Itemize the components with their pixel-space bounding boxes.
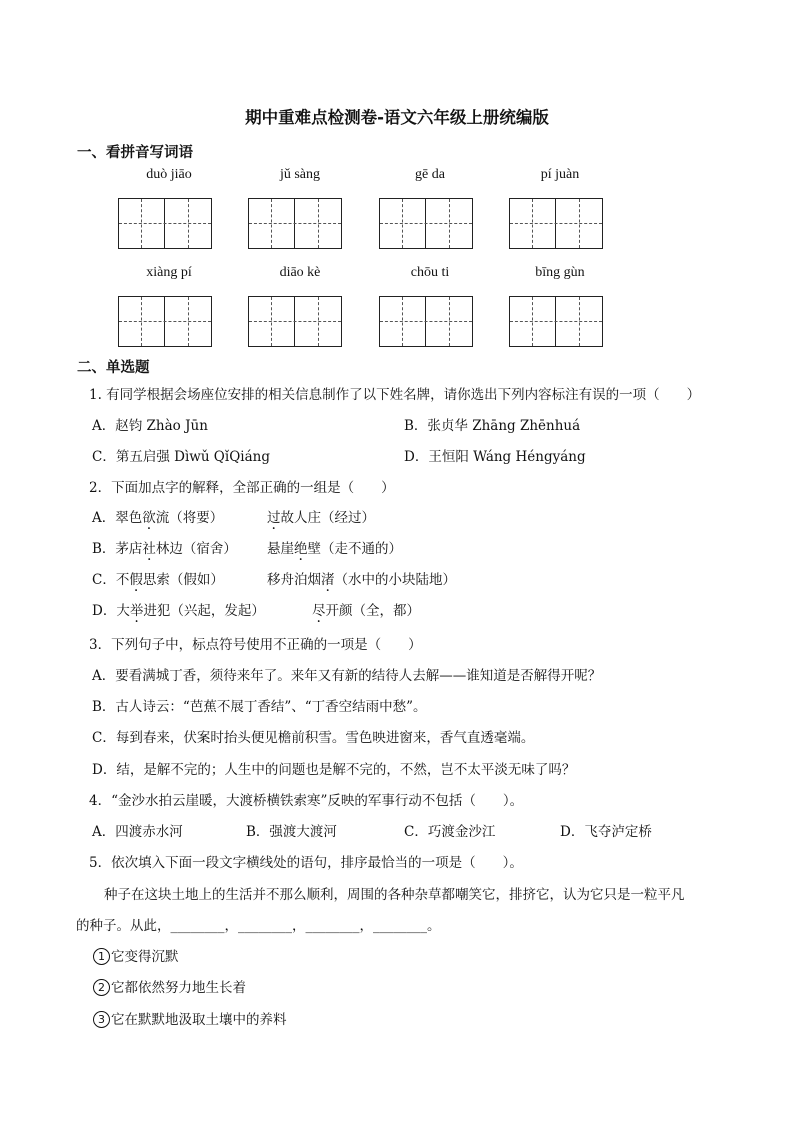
option-text: 悬崖 [267,541,294,557]
q5-item-1 [93,945,179,965]
question-5-stem: 5．依次填入下面一段文字横线处的语句，排序最恰当的一项是（ ）。 [89,855,523,871]
pinyin-label: pí juàn [540,167,580,182]
circled-number: 1 [93,948,110,965]
q4-option-a[interactable]: A．四渡赤水河 [92,824,183,840]
writing-grid[interactable] [509,198,603,249]
dotted-char: 尽 [312,603,326,619]
q5-item-3 [93,1008,287,1028]
q3-option-d[interactable]: D．结，是解不完的；人生中的问题也是解不完的，不然，岂不太平淡无味了吗？ [92,762,576,778]
question-1-stem: 1. 有同学根据会场座位安排的相关信息制作了以下姓名牌，请你选出下列内容标注有误的一项（ ） [89,387,701,403]
q2-option-d-second [312,599,420,619]
q4-option-c[interactable]: C．巧渡金沙江 [404,824,496,840]
writing-grid[interactable] [248,296,342,347]
option-text: 壁（走不通的） [307,541,402,557]
q1-option-d[interactable]: D．王恒阳 Wáng Héngyáng [404,449,586,465]
pinyin-label: duò jiāo [146,167,192,182]
option-text: 流（将要） [155,510,224,526]
writing-grid[interactable] [248,198,342,249]
q5-item-2 [93,976,246,996]
option-text: 开颜（全，都） [325,603,420,619]
writing-grid[interactable] [509,296,603,347]
option-text: D．大 [92,603,130,619]
question-4-stem: 4．“金沙水拍云崖暖，大渡桥横铁索寒”反映的军事行动不包括（ ）。 [89,793,524,809]
pinyin-label: jǔ sàng [279,167,321,182]
item-text: 它变得沉默 [111,949,179,965]
q3-option-b[interactable]: B．古人诗云：“芭蕉不展丁香结”、“丁香空结雨中愁”。 [92,699,427,715]
dotted-char: 绝 [294,541,308,557]
q2-option-b[interactable] [92,537,237,557]
pinyin-label: chōu ti [410,265,450,280]
circled-number: 2 [93,979,110,996]
option-text: A．翠色 [92,510,143,526]
question-3-stem: 3．下列句子中，标点符号使用不正确的一项是（ ） [89,637,422,653]
option-text: 故人庄（经过） [280,510,375,526]
q1-option-b[interactable]: B．张贞华 Zhāng Zhēnhuá [404,418,581,434]
q3-option-a[interactable]: A．要看满城丁香，须待来年了。来年又有新的结待人去解——谁知道是否解得开呢？ [92,668,602,684]
section-heading-pinyin: 一、看拼音写词语 [77,145,193,161]
item-text: 它都依然努力地生长着 [111,980,246,996]
q5-passage-line1: 种子在这块土地上的生活并不那么顺利，周围的各种杂草都嘲笑它，排挤它，认为它只是一粒平凡 [104,887,685,903]
dotted-char: 假 [129,572,143,588]
q1-option-c[interactable]: C．第五启强 Dìwǔ QǐQiáng [92,449,270,465]
dotted-char: 渚 [321,572,335,588]
writing-grid[interactable] [118,198,212,249]
option-text: C．不 [92,572,130,588]
circled-number: 3 [93,1011,110,1028]
option-text: 进犯（兴起，发起） [143,603,265,619]
pinyin-label: bīng gùn [535,265,585,280]
q2-option-b-second [267,537,402,557]
dotted-char: 社 [142,541,156,557]
option-text: 思索（假如） [142,572,224,588]
option-text: （水中的小块陆地） [334,572,456,588]
q5-passage-line2: 的种子。从此，________，________，________，________。 [76,918,441,934]
q2-option-d[interactable] [92,599,265,619]
option-text: 林边（宿舍） [155,541,237,557]
item-text: 它在默默地汲取土壤中的养料 [111,1012,287,1028]
q3-option-c[interactable]: C．每到春来，伏案时抬头便见檐前积雪。雪色映进窗来，香气直透毫端。 [92,730,535,746]
dotted-char: 欲 [142,510,156,526]
page-title: 期中重难点检测卷-语文六年级上册统编版 [245,108,549,127]
q2-option-a-second [267,506,375,526]
pinyin-label: diāo kè [279,265,321,280]
question-2-stem: 2．下面加点字的解释，全部正确的一组是（ ） [89,480,395,496]
option-text: B．茅店 [92,541,143,557]
writing-grid[interactable] [379,198,473,249]
section-heading-choice: 二、单选题 [77,360,150,376]
q4-option-b[interactable]: B．强渡大渡河 [246,824,337,840]
q2-option-c[interactable] [92,568,224,588]
pinyin-label: gē da [415,167,445,182]
dotted-char: 举 [129,603,144,619]
writing-grid[interactable] [379,296,473,347]
pinyin-label: xiàng pí [146,265,192,280]
q4-option-d[interactable]: D．飞夺泸定桥 [560,824,652,840]
q2-option-c-second [267,568,456,588]
q1-option-a[interactable]: A．赵钧 Zhào Jūn [92,418,208,434]
dotted-char: 过 [267,510,281,526]
option-text: 移舟泊烟 [267,572,321,588]
q2-option-a[interactable] [92,506,223,526]
writing-grid[interactable] [118,296,212,347]
